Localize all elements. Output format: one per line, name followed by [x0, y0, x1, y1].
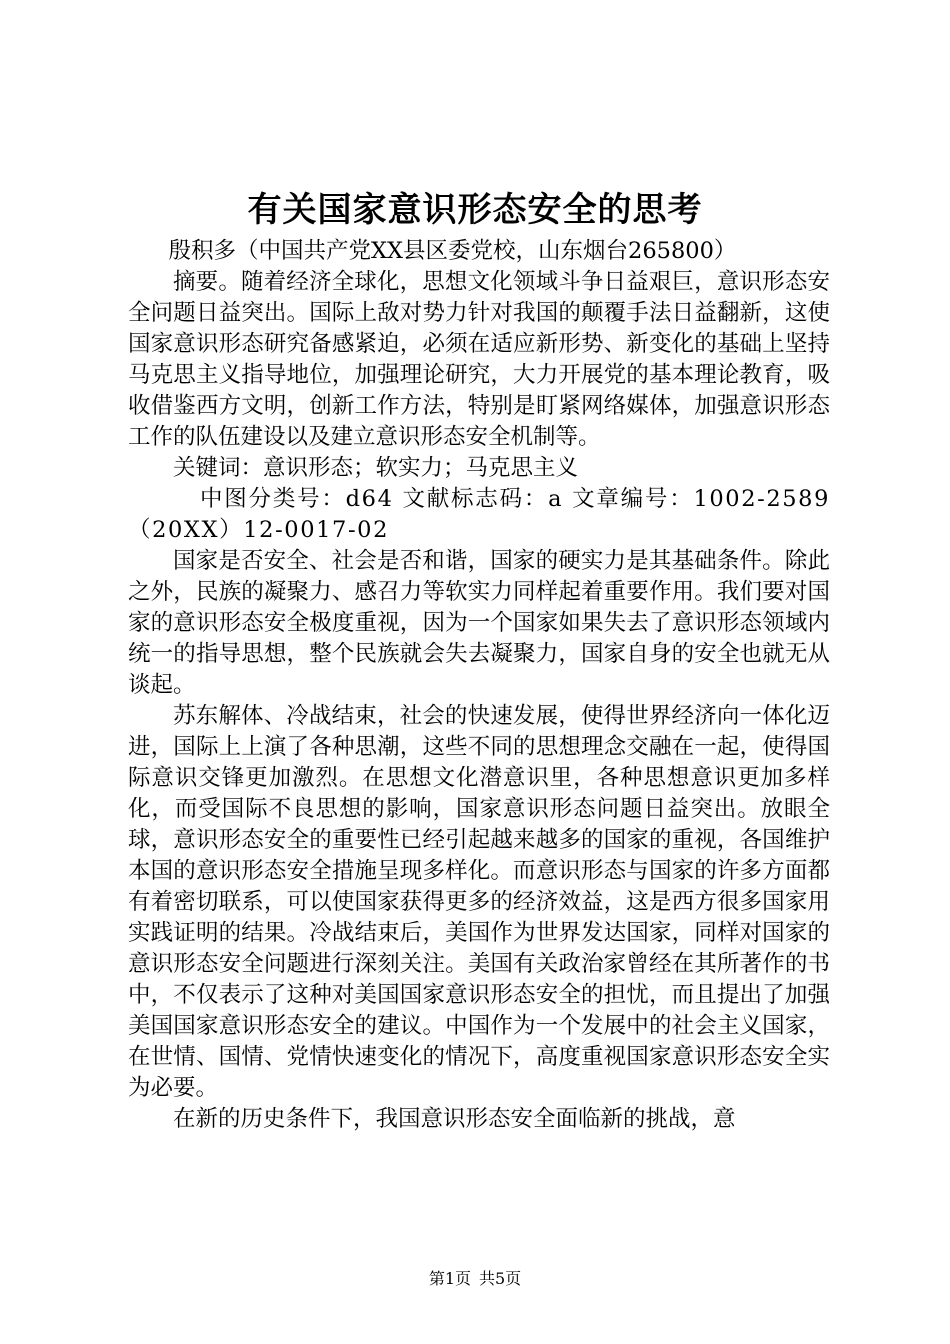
abstract-paragraph: 摘要。随着经济全球化，思想文化领域斗争日益艰巨，意识形态安全问题日益突出。国际上敌对势力针对我国的颠覆手法日益翻新，这使国家意识形态研究备感紧迫，必须在适应新形势、新变化的基础上坚持马克思主义指导地位，加强理论研究，大力开展党的基本理论教育，吸收借鉴西方文明，创新工作方法，特别是盯紧网络媒体，加强意识形态工作的队伍建设以及建立意识形态安全机制等。 — [128, 269, 830, 450]
page-footer — [0, 1268, 950, 1290]
document-body — [128, 236, 830, 1135]
body-paragraph: 国家是否安全、社会是否和谐，国家的硬实力是其基础条件。除此之外，民族的凝聚力、感召力等软实力同样起着重要作用。我们要对国家的意识形态安全极度重视，因为一个国家如果失去了意识形态领域内统一的指导思想，整个民族就会失去凝聚力，国家自身的安全也就无从谈起。 — [128, 548, 830, 698]
page-number-current: 第1页 — [428, 1269, 471, 1288]
author-line: 殷积多（中国共产党XX县区委党校，山东烟台265800） — [168, 238, 737, 264]
document-title: 有关国家意识形态安全的思考 — [247, 190, 703, 230]
body-paragraph: 苏东解体、冷战结束，社会的快速发展，使得世界经济向一体化迈进，国际上上演了各种思潮，这些不同的思想理念交融在一起，使得国际意识交锋更加激烈。在思想文化潜意识里，各种思想意识更加多样化，而受国际不良思想的影响，国家意识形态问题日益突出。放眼全球，意识形态安全的重要性已经引起越来越多的国家的重视，各国维护本国的意识形态安全措施呈现多样化。而意识形态与国家的许多方面都有着密切联系，可以使国家获得更多的经济效益，这是西方很多国家用实践证明的结果。冷战结束后，美国作为世界发达国家，同样对国家的意识形态安全问题进行深刻关注。美国有关政治家曾经在其所著作的书中，不仅表示了这种对美国国家意识形态安全的担忧，而且提出了加强美国国家意识形态安全的建议。中国作为一个发展中的社会主义国家，在世情、国情、党情快速变化的情况下，高度重视国家意识形态安全实为必要。 — [128, 703, 830, 1101]
body-paragraph: 在新的历史条件下，我国意识形态安全面临新的挑战，意 — [173, 1106, 736, 1132]
keywords-line: 关键词：意识形态；软实力；马克思主义 — [173, 455, 579, 481]
page-number-total: 共5页 — [479, 1269, 522, 1288]
classification-line: 中图分类号：d64 文献标志码：a 文章编号：1002-2589（20XX）12-0017-02 — [128, 486, 830, 543]
